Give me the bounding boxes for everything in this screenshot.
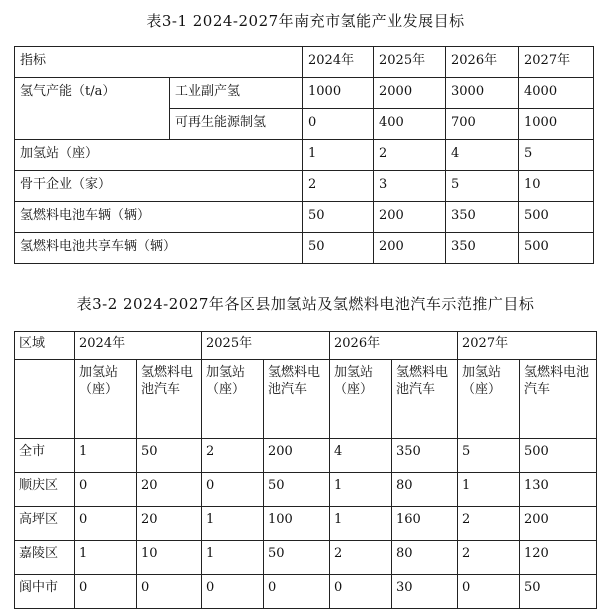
- subheader-stations: 加氢站（座）: [202, 360, 264, 439]
- table-cell: 350: [392, 439, 458, 473]
- header-year: 2026年: [446, 47, 519, 78]
- table-row: [15, 541, 597, 575]
- table-row: [15, 78, 594, 109]
- row-label: 氢燃料电池车辆（辆）: [15, 202, 303, 233]
- row-sublabel: 工业副产氢: [170, 78, 303, 109]
- table-cell: 2: [303, 171, 374, 202]
- table-cell: 100: [264, 507, 330, 541]
- table-cell: 0: [202, 575, 264, 609]
- header-indicator: 指标: [15, 47, 303, 78]
- table-cell: 50: [303, 202, 374, 233]
- table-cell: 500: [519, 233, 594, 264]
- table-cell: 0: [303, 109, 374, 140]
- table-cell: 20: [137, 507, 202, 541]
- table-cell: 1: [303, 140, 374, 171]
- table-header-row: [15, 332, 597, 360]
- table-cell: 10: [519, 171, 594, 202]
- table-cell: 1: [458, 473, 520, 507]
- header-year: 2025年: [202, 332, 330, 360]
- table-cell: 1: [202, 507, 264, 541]
- table-cell: 4000: [519, 78, 594, 109]
- table-cell: 2: [202, 439, 264, 473]
- table-cell: 0: [75, 507, 137, 541]
- table-cell: 10: [137, 541, 202, 575]
- subheader-stations: 加氢站（座）: [458, 360, 520, 439]
- table-row: [15, 202, 594, 233]
- table-cell: 160: [392, 507, 458, 541]
- table-cell: 20: [137, 473, 202, 507]
- header-year: 2025年: [374, 47, 446, 78]
- table-cell: 2: [458, 507, 520, 541]
- table-cell: 0: [75, 473, 137, 507]
- table-cell: 4: [446, 140, 519, 171]
- table-cell: 400: [374, 109, 446, 140]
- region-cell: 嘉陵区: [15, 541, 75, 575]
- header-year: 2027年: [458, 332, 597, 360]
- table-cell: 350: [446, 202, 519, 233]
- row-sublabel: 可再生能源制氢: [170, 109, 303, 140]
- table-cell: 500: [519, 202, 594, 233]
- table-cell: 3000: [446, 78, 519, 109]
- table-cell: 4: [330, 439, 392, 473]
- subheader-vehicles: 氢燃料电池汽车: [137, 360, 202, 439]
- table-header-row: [15, 47, 594, 78]
- table-cell: 50: [303, 233, 374, 264]
- region-cell: 高坪区: [15, 507, 75, 541]
- subheader-vehicles: 氢燃料电池汽车: [392, 360, 458, 439]
- table-cell: 80: [392, 473, 458, 507]
- table-cell: 5: [519, 140, 594, 171]
- table-cell: 30: [392, 575, 458, 609]
- row-label: 加氢站（座）: [15, 140, 303, 171]
- table-cell: 2000: [374, 78, 446, 109]
- header-year: 2026年: [330, 332, 458, 360]
- header-region: 区域: [15, 332, 75, 360]
- subheader-vehicles: 氢燃料电池汽车: [520, 360, 597, 439]
- targets-table: [14, 46, 594, 264]
- table-cell: 130: [520, 473, 597, 507]
- table-cell: 50: [520, 575, 597, 609]
- table-cell: 5: [446, 171, 519, 202]
- table-cell: 500: [520, 439, 597, 473]
- table-cell: 1: [330, 473, 392, 507]
- table1-title: 表3-1 2024-2027年南充市氢能产业发展目标: [146, 12, 465, 30]
- table-cell: 0: [202, 473, 264, 507]
- table-cell: 50: [137, 439, 202, 473]
- row-label: 氢燃料电池共享车辆（辆）: [15, 233, 303, 264]
- table-row: [15, 140, 594, 171]
- table-cell: 0: [137, 575, 202, 609]
- table-cell: 50: [264, 541, 330, 575]
- subheader-vehicles: 氢燃料电池汽车: [264, 360, 330, 439]
- header-year: 2024年: [75, 332, 202, 360]
- row-label: 骨干企业（家）: [15, 171, 303, 202]
- table-cell: 200: [374, 233, 446, 264]
- region-cell: 顺庆区: [15, 473, 75, 507]
- table-row: [15, 473, 597, 507]
- table-cell: 700: [446, 109, 519, 140]
- header-year: 2027年: [519, 47, 594, 78]
- region-cell: 阆中市: [15, 575, 75, 609]
- table-cell: 0: [458, 575, 520, 609]
- header-year: 2024年: [303, 47, 374, 78]
- table-cell: 5: [458, 439, 520, 473]
- table2-title: 表3-2 2024-2027年各区县加氢站及氢燃料电池汽车示范推广目标: [76, 295, 535, 313]
- table-cell: 2: [330, 541, 392, 575]
- table-cell: 0: [330, 575, 392, 609]
- table-row: [15, 439, 597, 473]
- table-cell: 2: [374, 140, 446, 171]
- region-cell: 全市: [15, 439, 75, 473]
- row-label-hydrogen-capacity: 氢气产能（t/a）: [15, 78, 170, 140]
- table-cell: 350: [446, 233, 519, 264]
- table-cell: 50: [264, 473, 330, 507]
- subheader-stations: 加氢站（座）: [75, 360, 137, 439]
- table-cell: 0: [264, 575, 330, 609]
- table-cell: 200: [520, 507, 597, 541]
- table-cell: 1: [202, 541, 264, 575]
- empty-cell: [15, 360, 75, 439]
- table-cell: 2: [458, 541, 520, 575]
- table-cell: 1000: [519, 109, 594, 140]
- table-cell: 1: [75, 541, 137, 575]
- table-cell: 3: [374, 171, 446, 202]
- table-cell: 200: [374, 202, 446, 233]
- table-cell: 1: [330, 507, 392, 541]
- subheader-stations: 加氢站（座）: [330, 360, 392, 439]
- table-row: [15, 233, 594, 264]
- table-cell: 80: [392, 541, 458, 575]
- district-targets-table: [14, 331, 597, 609]
- table-row: [15, 171, 594, 202]
- table-cell: 120: [520, 541, 597, 575]
- table-cell: 0: [75, 575, 137, 609]
- table-cell: 200: [264, 439, 330, 473]
- table-cell: 1000: [303, 78, 374, 109]
- table-subheader-row: [15, 360, 597, 439]
- table-cell: 1: [75, 439, 137, 473]
- table-row: [15, 507, 597, 541]
- table-row: [15, 575, 597, 609]
